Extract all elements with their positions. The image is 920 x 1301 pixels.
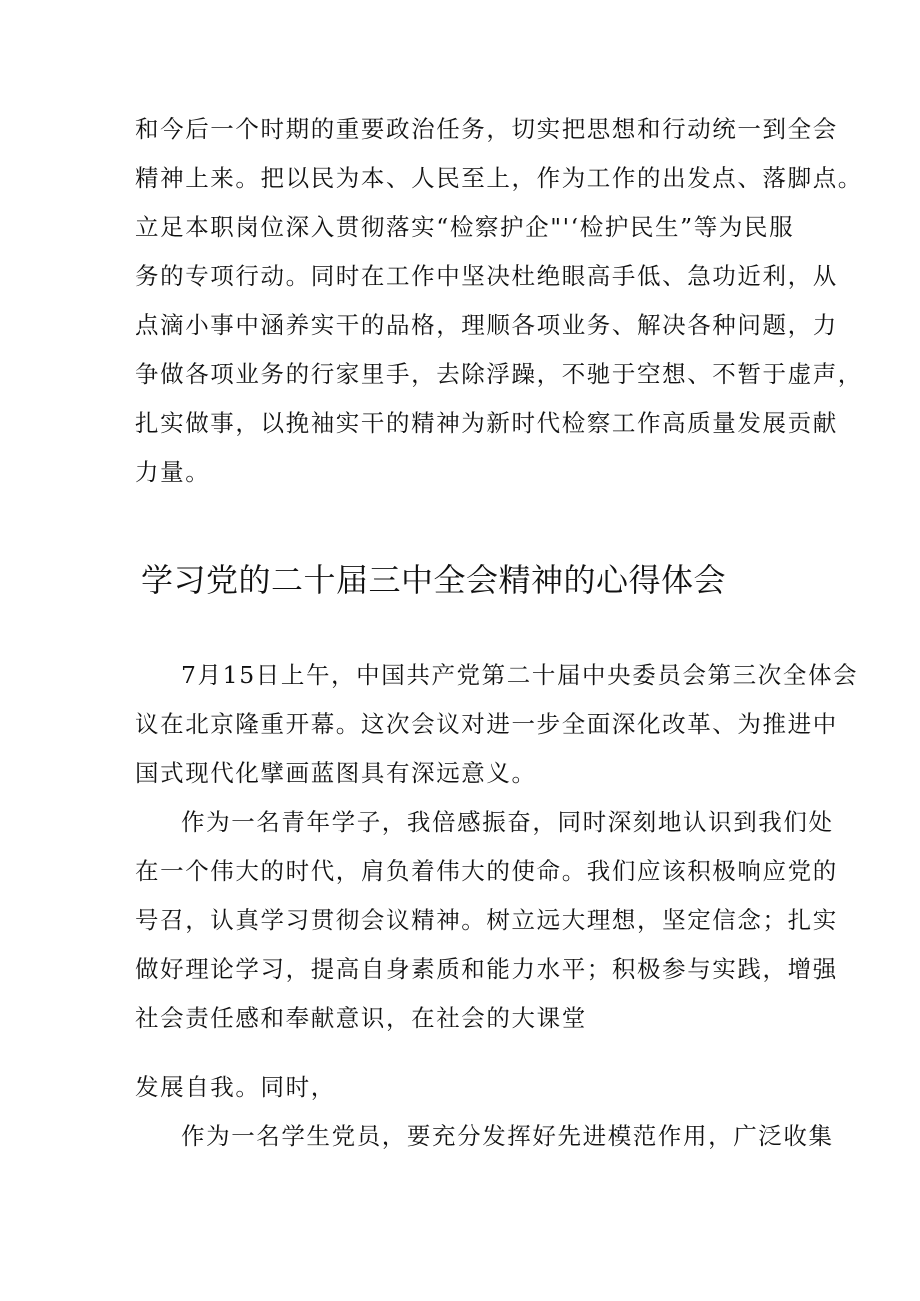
paragraph-line: 作为一名青年学子，我倍感振奋，同时深刻地认识到我们处 [181, 808, 834, 836]
paragraph-line: 7月15日上午，中国共产党第二十届中央委员会第三次全体会 [181, 661, 859, 689]
paragraph-line: 和今后一个时期的重要政治任务，切实把思想和行动统一到全会 [135, 115, 838, 143]
paragraph-line: 国式现代化擘画蓝图具有深远意义。 [135, 759, 537, 787]
paragraph-line: 议在北京隆重开幕。这次会议对进一步全面深化改革、为推进中 [135, 710, 838, 738]
paragraph-line: 精神上来。把以民为本、人民至上，作为工作的出发点、落脚点。 [135, 164, 863, 192]
paragraph-line: 在一个伟大的时代，肩负着伟大的使命。我们应该积极响应党的 [135, 857, 838, 885]
paragraph-line: 社会责任感和奉献意识，在社会的大课堂 [135, 1004, 587, 1032]
paragraph-line: 发展自我。同时， [135, 1073, 336, 1101]
paragraph-line: 立足本职岗位深入贯彻落实“检察护企"'‘检护民生”等为民服 [135, 213, 795, 241]
paragraph-line: 号召，认真学习贯彻会议精神。树立远大理想，坚定信念；扎实 [135, 906, 838, 934]
paragraph-line: 做好理论学习，提高自身素质和能力水平；积极参与实践，增强 [135, 955, 838, 983]
page-title: 学习党的二十届三中全会精神的心得体会 [141, 561, 727, 599]
paragraph-line: 争做各项业务的行家里手，去除浮躁，不驰于空想、不暂于虚声， [135, 360, 863, 388]
paragraph-line: 扎实做事，以挽袖实干的精神为新时代检察工作高质量发展贡献 [135, 409, 838, 437]
paragraph-line: 力量。 [135, 458, 211, 486]
paragraph-line: 务的专项行动。同时在工作中坚决杜绝眼高手低、急功近利，从 [135, 262, 838, 290]
paragraph-line: 作为一名学生党员，要充分发挥好先进模范作用，广泛收集 [181, 1122, 834, 1150]
paragraph-line: 点滴小事中涵养实干的品格，理顺各项业务、解决各种问题，力 [135, 311, 838, 339]
